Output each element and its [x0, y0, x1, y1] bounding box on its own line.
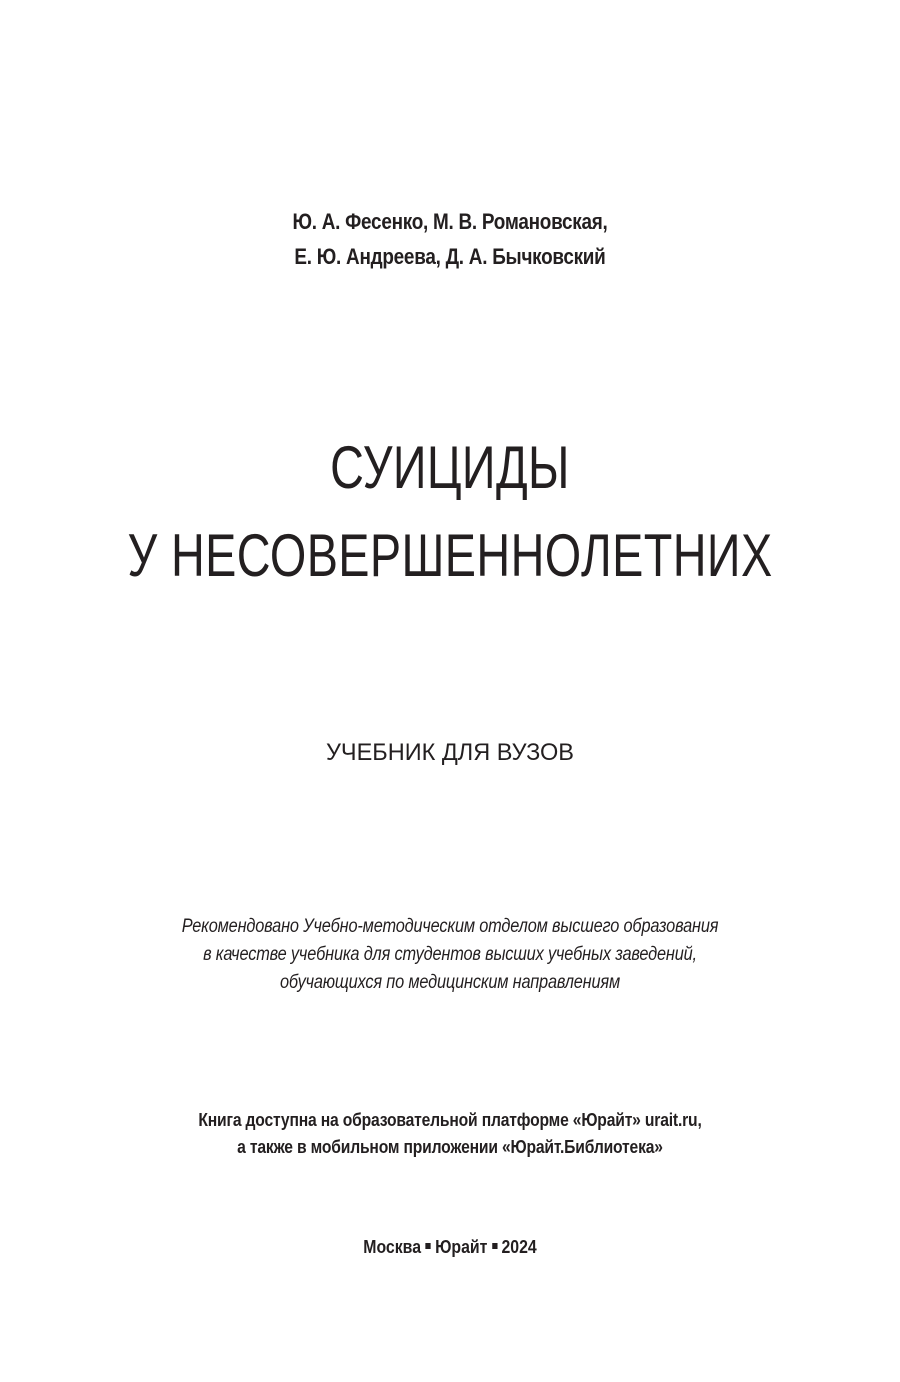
imprint-line — [54, 1233, 846, 1261]
platform-notice — [59, 1107, 842, 1161]
recommendation — [63, 913, 837, 997]
authors-line-1: Ю. А. Фесенко, М. В. Романовская, — [292, 209, 608, 234]
separator-square-icon — [492, 1243, 497, 1249]
imprint-year: 2024 — [501, 1237, 537, 1257]
imprint — [54, 1233, 846, 1261]
recommendation-line-1: Рекомендовано Учебно-методическим отделом высшего образования — [181, 916, 719, 937]
book-subtitle — [9, 736, 891, 770]
authors-line-2: Е. Ю. Андреева, Д. А. Бычковский — [294, 244, 606, 269]
book-title-line-1: СУИЦИДЫ — [330, 434, 570, 501]
book-title-line-2: У НЕСОВЕРШЕННОЛЕТНИХ — [127, 522, 773, 589]
recommendation-line-2: в качестве учебника для студентов высших учебных заведений, — [203, 944, 697, 965]
platform-notice-line-2: а также в мобильном приложении «Юрайт.Библиотека» — [237, 1137, 663, 1157]
imprint-city: Москва — [363, 1237, 422, 1257]
recommendation-line-3: обучающихся по медицинским направлениям — [280, 972, 620, 993]
book-title — [99, 424, 801, 600]
book-subtitle-text: УЧЕБНИК ДЛЯ ВУЗОВ — [325, 739, 575, 766]
authors — [63, 204, 837, 274]
imprint-publisher: Юрайт — [435, 1237, 488, 1257]
platform-notice-line-1: Книга доступна на образовательной платформе «Юрайт» urait.ru, — [198, 1110, 702, 1130]
separator-square-icon — [425, 1243, 430, 1249]
